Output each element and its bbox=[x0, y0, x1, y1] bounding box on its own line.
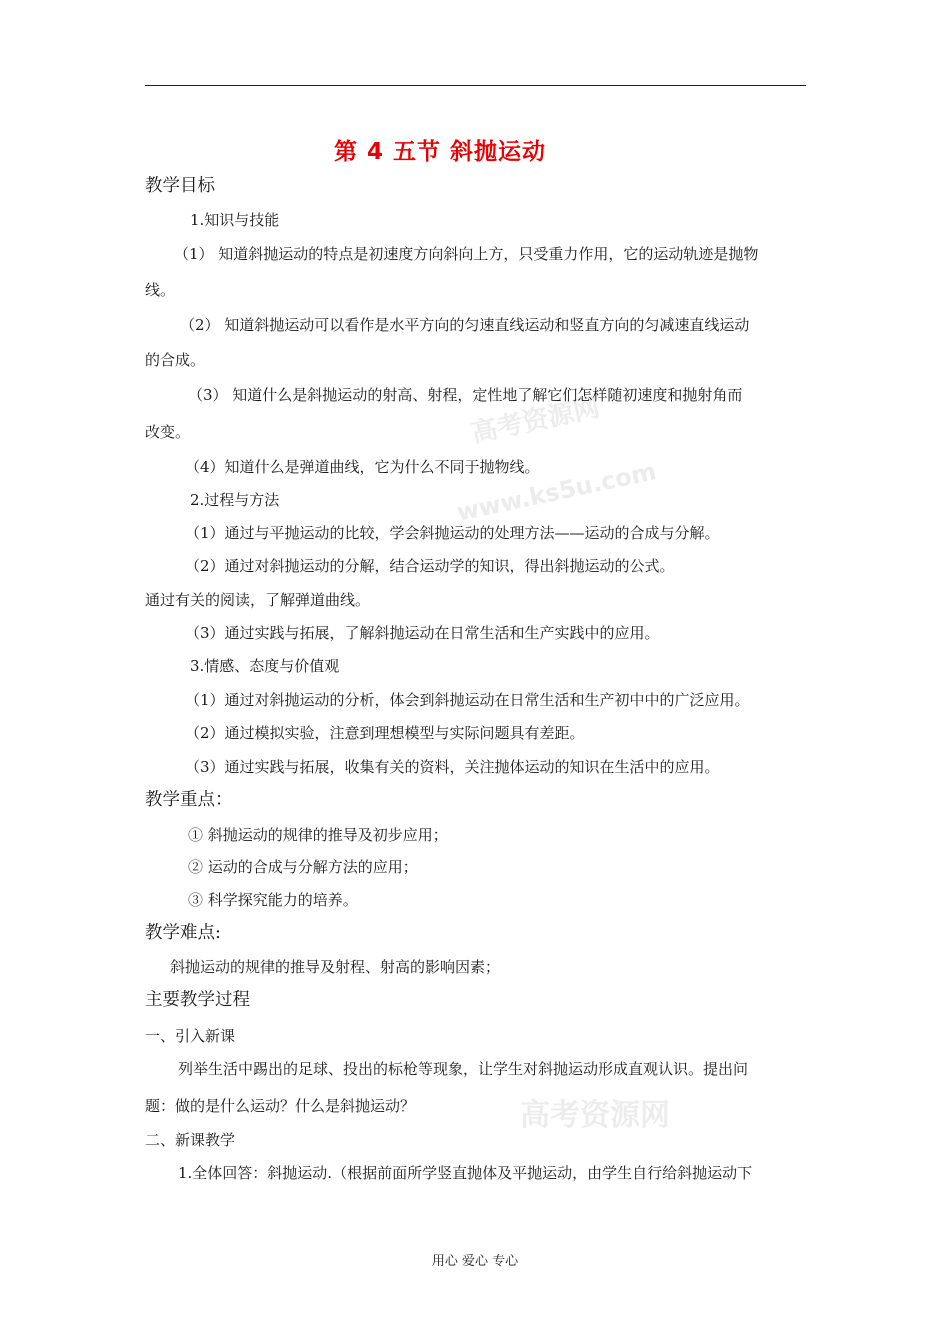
paragraph-line: （1）通过对斜抛运动的分析，体会到斜抛运动在日常生活和生产初中中的广泛应用。 bbox=[185, 691, 750, 709]
watermark-url: www.ks5u.com bbox=[454, 457, 659, 527]
paragraph-line: 列举生活中踢出的足球、投出的标枪等现象，让学生对斜抛运动形成直观认识。提出问 bbox=[178, 1060, 749, 1078]
subsection-heading: 1.知识与技能 bbox=[190, 211, 280, 229]
paragraph-line: （3）通过实践与拓展，了解斜抛运动在日常生活和生产实践中的应用。 bbox=[185, 624, 660, 642]
paragraph-line: 线。 bbox=[145, 281, 176, 299]
paragraph-line: （1） 知道斜抛运动的特点是初速度方向斜向上方，只受重力作用，它的运动轨迹是抛物 bbox=[174, 245, 759, 263]
subsection-heading: 二、新课教学 bbox=[145, 1131, 236, 1149]
list-item: ③ 科学探究能力的培养。 bbox=[188, 891, 358, 909]
paragraph-line: 题：做的是什么运动？什么是斜抛运动？ bbox=[145, 1097, 416, 1115]
paragraph-line: （3）通过实践与拓展，收集有关的资料，关注抛体运动的知识在生活中的应用。 bbox=[185, 758, 720, 776]
section-heading: 教学重点： bbox=[145, 790, 233, 810]
paragraph-line: （1）通过与平抛运动的比较，学会斜抛运动的处理方法——运动的合成与分解。 bbox=[185, 524, 720, 542]
paragraph-line: （2） 知道斜抛运动可以看作是水平方向的匀速直线运动和竖直方向的匀减速直线运动 bbox=[180, 316, 750, 334]
page-footer: 用心 爱心 专心 bbox=[431, 1254, 519, 1269]
subsection-heading: 2.过程与方法 bbox=[190, 491, 280, 509]
list-item: ② 运动的合成与分解方法的应用； bbox=[188, 858, 418, 876]
paragraph-line: 1.全体回答：斜抛运动.（根据前面所学竖直抛体及平抛运动，由学生自行给斜抛运动下 bbox=[178, 1164, 753, 1182]
watermark-text: 高考资源网 bbox=[468, 392, 603, 450]
paragraph-line: 通过有关的阅读，了解弹道曲线。 bbox=[145, 591, 371, 609]
subsection-heading: 3.情感、态度与价值观 bbox=[190, 657, 340, 675]
subsection-heading: 一、引入新课 bbox=[145, 1027, 236, 1045]
paragraph-line: （2）通过对斜抛运动的分解，结合运动学的知识，得出斜抛运动的公式。 bbox=[185, 557, 675, 575]
header-rule bbox=[145, 85, 806, 86]
paragraph-line: （2）通过模拟实验，注意到理想模型与实际问题具有差距。 bbox=[185, 724, 585, 742]
watermark-text-2: 高考资源网 bbox=[520, 1098, 670, 1133]
section-heading: 教学目标 bbox=[145, 176, 215, 196]
paragraph-line: 改变。 bbox=[145, 423, 191, 441]
paragraph-line: 斜抛运动的规律的推导及射程、射高的影响因素； bbox=[170, 958, 501, 976]
paragraph-line: （3） 知道什么是斜抛运动的射高、射程，定性地了解它们怎样随初速度和抛射角而 bbox=[188, 386, 743, 404]
section-heading: 主要教学过程 bbox=[145, 990, 250, 1010]
paragraph-line: 的合成。 bbox=[145, 351, 206, 369]
list-item: ① 斜抛运动的规律的推导及初步应用； bbox=[188, 826, 448, 844]
page-title: 第 4 五节 斜抛运动 bbox=[333, 139, 547, 165]
paragraph-line: （4）知道什么是弹道曲线，它为什么不同于抛物线。 bbox=[185, 458, 540, 476]
section-heading: 教学难点: bbox=[145, 923, 221, 943]
